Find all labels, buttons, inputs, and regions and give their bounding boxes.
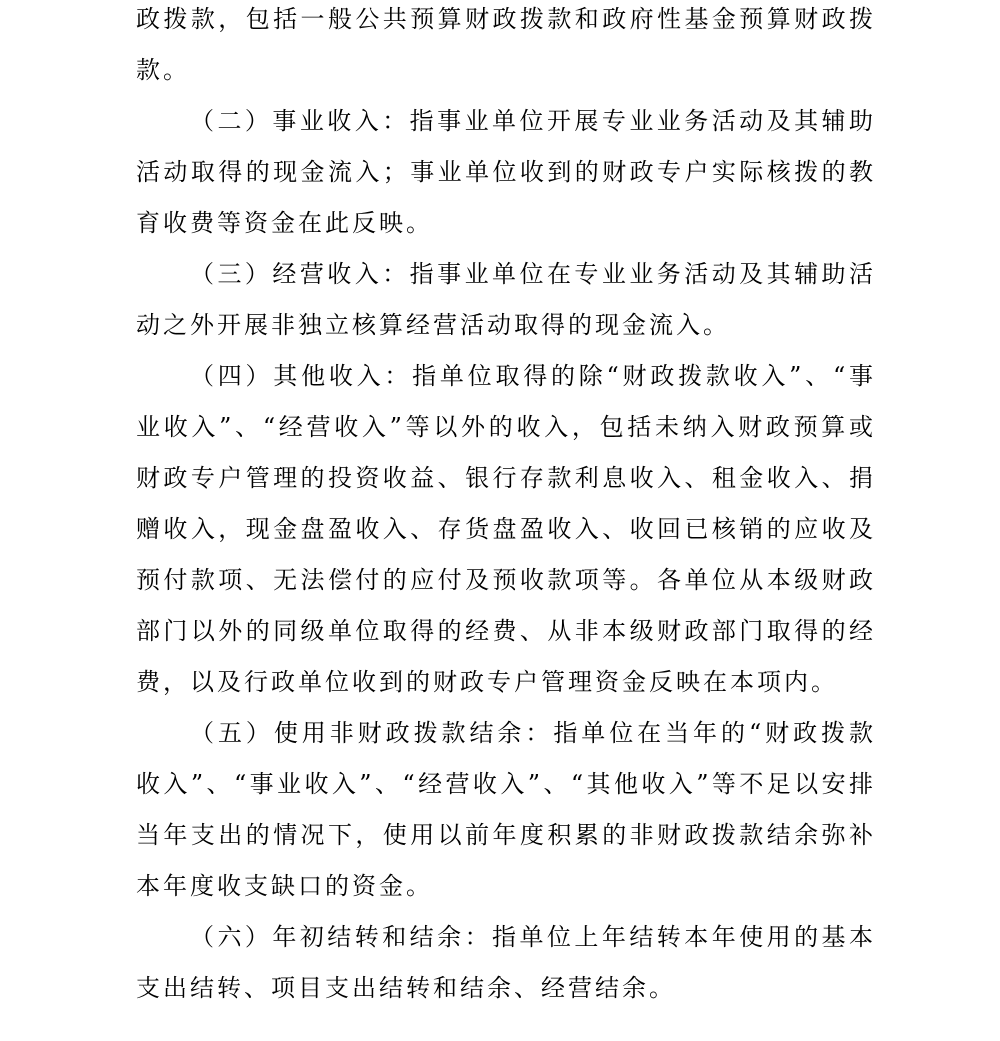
paragraph-body: 指事业单位开展专业业务活动及其辅助活动取得的现金流入；事业单位收到的财政专户实际核拨的教育收费等资金在此反映。: [136, 107, 877, 237]
paragraph-non-fiscal-balance: [136, 708, 876, 912]
paragraph-body: 指单位取得的除“财政拨款收入”、“事业收入”、“经营收入”等以外的收入，包括未纳入财政预算或财政专户管理的投资收益、银行存款利息收入、租金收入、捐赠收入，现金盘盈收入、存货盘盈收入、收回已核销的应收及预付款项、无法偿付的应付及预收款项等。各单位从本级财政部门以外的同级单位取得的经费、从非本级财政部门取得的经费，以及行政单位收到的财政专户管理资金反映在本项内。: [136, 362, 876, 696]
paragraph-body: 指事业单位在专业业务活动及其辅助活动之外开展非独立核算经营活动取得的现金流入。: [136, 260, 877, 339]
paragraph-carryover: [136, 912, 876, 1014]
paragraph-heading: （二）事业收入：: [190, 107, 410, 135]
paragraph-operating-income: [136, 249, 876, 351]
paragraph-heading: （三）经营收入：: [190, 260, 410, 288]
paragraph-body: 政拨款，包括一般公共预算财政拨款和政府性基金预算财政拨款。: [136, 5, 876, 84]
paragraph-heading: （五）使用非财政拨款结余：: [190, 719, 554, 747]
document-page: [136, 0, 876, 1014]
paragraph-body: 指单位在当年的“财政拨款收入”、“事业收入”、“经营收入”、“其他收入”等不足以安排当年支出的情况下，使用以前年度积累的非财政拨款结余弥补本年度收支缺口的资金。: [136, 719, 876, 900]
paragraph-other-income: [136, 351, 876, 708]
paragraph-body: 指单位上年结转本年使用的基本支出结转、项目支出结转和结余、经营结余。: [136, 923, 877, 1002]
paragraph-continuation: [136, 0, 876, 96]
paragraph-heading: （六）年初结转和结余：: [190, 923, 493, 951]
paragraph-business-income: [136, 96, 876, 249]
paragraph-heading: （四）其他收入：: [190, 362, 413, 390]
